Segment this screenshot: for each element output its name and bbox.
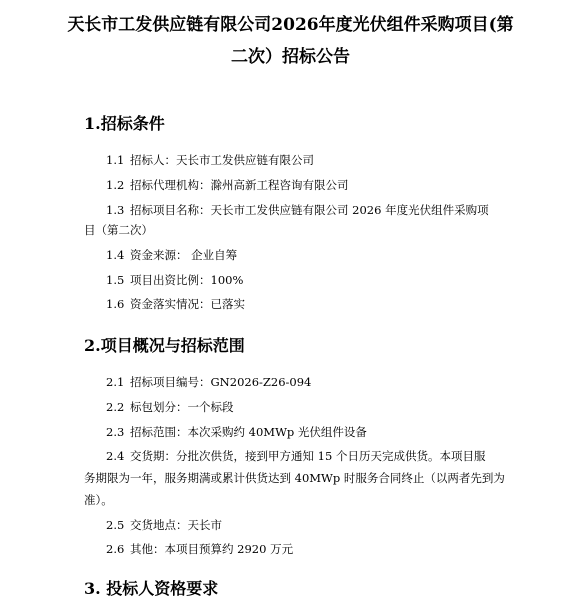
item-text: 其他：本项目预算约 2920 万元 xyxy=(130,542,294,556)
item-2-6 xyxy=(106,541,293,557)
item-text: 项目出资比例：100% xyxy=(130,273,244,287)
item-text: 务期限为一年，服务期满或累计供货达到 40MWp 时服务合同终止（以两者先到为 xyxy=(84,471,505,485)
item-number: 2.2 xyxy=(106,400,125,414)
item-2-2 xyxy=(106,399,234,415)
item-2-4 xyxy=(106,448,485,464)
item-text: 招标代理机构：滁州高新工程咨询有限公司 xyxy=(130,178,349,192)
item-number: 1.6 xyxy=(106,297,125,311)
item-number: 2.3 xyxy=(106,425,125,439)
title-line-2: 二次）招标公告 xyxy=(231,47,350,67)
item-number: 1.1 xyxy=(106,153,125,167)
title-line-1: 天长市工发供应链有限公司2026年度光伏组件采购项目(第 xyxy=(67,15,514,35)
item-number: 1.2 xyxy=(106,178,125,192)
item-1-1 xyxy=(106,152,314,168)
item-2-1 xyxy=(106,374,311,390)
item-text: 招标范围：本次采购约 40MWp 光伏组件设备 xyxy=(130,425,367,439)
section-heading-conditions: 1.招标条件 xyxy=(84,114,165,133)
item-text: 招标项目编号：GN2026-Z26-094 xyxy=(130,375,312,389)
item-number: 1.4 xyxy=(106,248,125,262)
item-text: 标包划分：一个标段 xyxy=(130,400,234,414)
item-1-4 xyxy=(106,247,237,263)
item-text: 交货地点：天长市 xyxy=(130,518,222,532)
item-2-4-continued-2 xyxy=(84,492,113,508)
item-text: 目（第二次） xyxy=(84,223,153,237)
item-number: 2.4 xyxy=(106,449,125,463)
item-2-5 xyxy=(106,517,222,533)
item-text: 交货期：分批次供货，接到甲方通知 15 个日历天完成供货。本项目服 xyxy=(130,449,486,463)
item-text: 准）。 xyxy=(84,493,113,507)
item-number: 1.3 xyxy=(106,203,125,217)
item-text: 资金落实情况：已落实 xyxy=(130,297,245,311)
item-number: 1.5 xyxy=(106,273,125,287)
item-1-3-continued xyxy=(84,222,153,238)
item-number: 2.1 xyxy=(106,375,125,389)
item-2-4-continued xyxy=(84,470,505,486)
item-number: 2.5 xyxy=(106,518,125,532)
item-text: 资金来源： 企业自筹 xyxy=(130,248,238,262)
item-number: 2.6 xyxy=(106,542,125,556)
section-heading-overview: 2.项目概况与招标范围 xyxy=(84,336,245,355)
item-1-5 xyxy=(106,272,243,288)
item-1-6 xyxy=(106,296,245,312)
item-2-3 xyxy=(106,424,367,440)
item-1-2 xyxy=(106,177,349,193)
item-text: 招标人：天长市工发供应链有限公司 xyxy=(130,153,314,167)
item-text: 招标项目名称：天长市工发供应链有限公司 2026 年度光伏组件采购项 xyxy=(130,203,489,217)
item-1-3 xyxy=(106,202,489,218)
section-heading-qualifications: 3. 投标人资格要求 xyxy=(84,579,219,598)
